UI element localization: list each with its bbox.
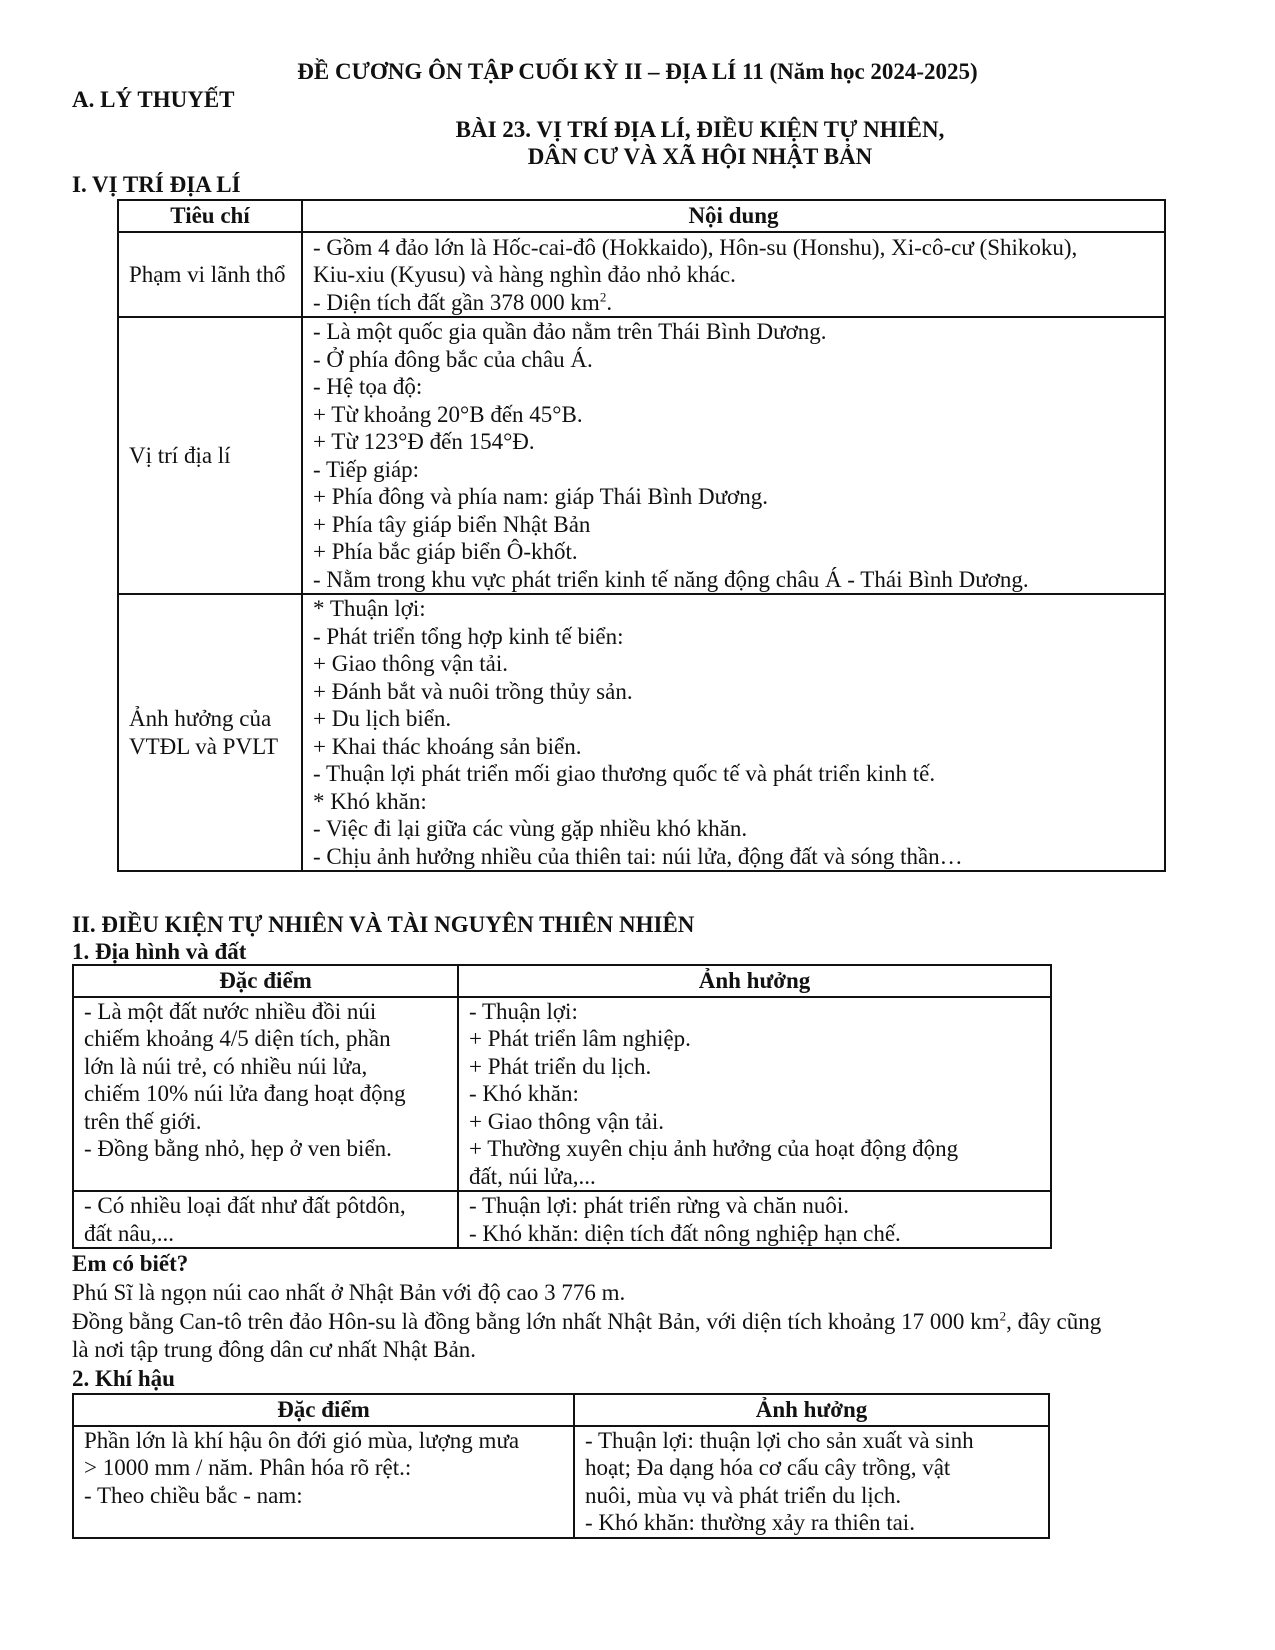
- content-cell: [302, 317, 1165, 594]
- table-row: [118, 232, 1165, 318]
- criterion-cell: [118, 232, 302, 318]
- effect-line: - Khó khăn:: [469, 1081, 579, 1106]
- table-header-row: [73, 965, 1051, 997]
- did-you-know-line: là nơi tập trung đông dân cư nhất Nhật Bản.: [72, 1337, 477, 1362]
- climate-table: [72, 1393, 1050, 1539]
- content-line: * Thuận lợi:: [313, 596, 426, 621]
- effect-line: - Khó khăn: thường xảy ra thiên tai.: [585, 1510, 915, 1535]
- feature-line: lớn là núi trẻ, có nhiều núi lửa,: [84, 1053, 368, 1079]
- effect-cell: [458, 997, 1051, 1192]
- content-line: + Du lịch biển.: [313, 706, 452, 731]
- content-line: + Phía đông và phía nam: giáp Thái Bình Dương.: [313, 484, 768, 509]
- effect-line: - Khó khăn: diện tích đất nông nghiệp hạn chế.: [469, 1220, 901, 1246]
- section-2-heading: II. ĐIỀU KIỆN TỰ NHIÊN VÀ TÀI NGUYÊN THIÊN NHIÊN: [72, 912, 695, 937]
- content-cell: [302, 232, 1165, 318]
- content-line: - Thuận lợi phát triển mối giao thương quốc tế và phát triển kinh tế.: [313, 761, 936, 786]
- column-header: Nội dung: [302, 200, 1165, 232]
- feature-line: chiếm khoảng 4/5 diện tích, phần: [84, 1026, 391, 1051]
- table-header-row: [73, 1394, 1049, 1426]
- content-line: - Phát triển tổng hợp kinh tế biển:: [313, 623, 624, 649]
- feature-line: chiếm 10% núi lửa đang hoạt động: [84, 1081, 406, 1106]
- feature-line: > 1000 mm / năm. Phân hóa rõ rệt.:: [84, 1455, 412, 1480]
- terrain-soil-table: [72, 964, 1052, 1249]
- effect-line: + Phát triển du lịch.: [469, 1053, 652, 1079]
- criterion-label: Ảnh hưởng của: [129, 706, 272, 731]
- content-line: - Hệ tọa độ:: [313, 374, 423, 399]
- feature-line: - Có nhiều loại đất như đất pôtdôn,: [84, 1193, 406, 1218]
- criterion-cell: [118, 594, 302, 871]
- effect-cell: [458, 1191, 1051, 1248]
- content-line: [313, 289, 1154, 317]
- feature-line: trên thế giới.: [84, 1108, 202, 1134]
- subsection-1-heading: 1. Địa hình và đất: [72, 939, 247, 964]
- table-row: [73, 1191, 1051, 1248]
- column-header: Ảnh hưởng: [458, 965, 1051, 997]
- table-row: [118, 317, 1165, 594]
- content-line: + Đánh bắt và nuôi trồng thủy sản.: [313, 678, 633, 704]
- location-table: [117, 199, 1166, 872]
- did-you-know-line: [72, 1308, 1101, 1336]
- content-line: + Từ 123°Đ đến 154°Đ.: [313, 429, 535, 454]
- feature-cell: [73, 997, 458, 1192]
- effect-line: đất, núi lửa,...: [469, 1163, 596, 1189]
- subsection-2-heading: 2. Khí hậu: [72, 1366, 175, 1391]
- content-line: - Việc đi lại giữa các vùng gặp nhiều khó khăn.: [313, 816, 748, 841]
- table-row: [118, 594, 1165, 871]
- effect-line: hoạt; Đa dạng hóa cơ cấu cây trồng, vật: [585, 1455, 951, 1480]
- content-line: + Phía bắc giáp biển Ô-khốt.: [313, 539, 578, 564]
- feature-line: - Theo chiều bắc - nam:: [84, 1482, 303, 1508]
- content-cell: [302, 594, 1165, 871]
- effect-line: - Thuận lợi: thuận lợi cho sản xuất và sinh: [585, 1427, 974, 1453]
- table-row: [73, 1426, 1049, 1538]
- column-header: Tiêu chí: [118, 200, 302, 232]
- table-row: [73, 997, 1051, 1192]
- criterion-label: Phạm vi lãnh thổ: [129, 261, 286, 287]
- section-1-heading: I. VỊ TRÍ ĐỊA LÍ: [72, 172, 241, 197]
- superscript: 2: [999, 1308, 1007, 1324]
- content-line: + Phía tây giáp biển Nhật Bản: [313, 511, 591, 537]
- column-header: Đặc điểm: [73, 1394, 574, 1426]
- feature-cell: [73, 1191, 458, 1248]
- criterion-cell: [118, 317, 302, 594]
- criterion-label: Vị trí địa lí: [129, 442, 231, 468]
- section-a-heading: A. LÝ THUYẾT: [72, 87, 235, 112]
- content-line: + Từ khoảng 20°B đến 45°B.: [313, 401, 583, 427]
- content-line: - Gồm 4 đảo lớn là Hốc-cai-đô (Hokkaido), Hôn-su (Honshu), Xi-cô-cư (Shikoku),: [313, 234, 1078, 260]
- content-line: + Giao thông vận tải.: [313, 651, 509, 676]
- effect-line: - Thuận lợi:: [469, 998, 578, 1024]
- feature-line: - Là một đất nước nhiều đồi núi: [84, 998, 377, 1024]
- content-line: + Khai thác khoáng sản biển.: [313, 733, 582, 759]
- effect-line: + Phát triển lâm nghiệp.: [469, 1026, 691, 1051]
- document-title: ĐỀ CƯƠNG ÔN TẬP CUỐI KỲ II – ĐỊA LÍ 11 (Năm học 2024-2025): [297, 59, 978, 84]
- feature-line: đất nâu,...: [84, 1220, 175, 1246]
- area-text: - Diện tích đất gần 378 000 km: [313, 289, 600, 315]
- plain-text: , đây cũng: [1006, 1309, 1102, 1334]
- feature-line: - Đồng bằng nhỏ, hẹp ở ven biển.: [84, 1136, 392, 1161]
- feature-cell: [73, 1426, 574, 1538]
- content-line: Kiu-xiu (Kyusu) và hàng nghìn đảo nhỏ khác.: [313, 262, 736, 287]
- content-line: - Ở phía đông bắc của châu Á.: [313, 346, 593, 372]
- did-you-know-line: Phú Sĩ là ngọn núi cao nhất ở Nhật Bản với độ cao 3 776 m.: [72, 1280, 626, 1305]
- effect-line: nuôi, mùa vụ và phát triển du lịch.: [585, 1482, 902, 1508]
- effect-line: + Thường xuyên chịu ảnh hưởng của hoạt động động: [469, 1136, 959, 1161]
- content-line: - Là một quốc gia quần đảo nằm trên Thái Bình Dương.: [313, 319, 827, 344]
- content-line: - Nằm trong khu vực phát triển kinh tế năng động châu Á - Thái Bình Dương.: [313, 566, 1029, 592]
- superscript: 2: [599, 288, 607, 304]
- criterion-label: VTĐL và PVLT: [129, 733, 279, 759]
- effect-line: + Giao thông vận tải.: [469, 1108, 665, 1134]
- content-line: * Khó khăn:: [313, 788, 427, 814]
- lesson-title-line-2: DÂN CƯ VÀ XÃ HỘI NHẬT BẢN: [527, 144, 873, 169]
- table-header-row: [118, 200, 1165, 232]
- plain-text: Đồng bằng Can-tô trên đảo Hôn-su là đồng bằng lớn nhất Nhật Bản, với diện tích khoảng 17 000 km: [72, 1309, 1000, 1334]
- feature-line: Phần lớn là khí hậu ôn đới gió mùa, lượng mưa: [84, 1427, 520, 1453]
- content-line: - Chịu ảnh hưởng nhiều của thiên tai: núi lửa, động đất và sóng thần…: [313, 843, 963, 869]
- effect-line: - Thuận lợi: phát triển rừng và chăn nuôi.: [469, 1193, 849, 1218]
- content-line: - Tiếp giáp:: [313, 456, 420, 482]
- area-end: .: [606, 289, 613, 315]
- column-header: Đặc điểm: [73, 965, 458, 997]
- column-header: Ảnh hưởng: [574, 1394, 1049, 1426]
- effect-cell: [574, 1426, 1049, 1538]
- lesson-title-line-1: BÀI 23. VỊ TRÍ ĐỊA LÍ, ĐIỀU KIỆN TỰ NHIÊN,: [455, 117, 945, 142]
- did-you-know-heading: Em có biết?: [72, 1251, 189, 1276]
